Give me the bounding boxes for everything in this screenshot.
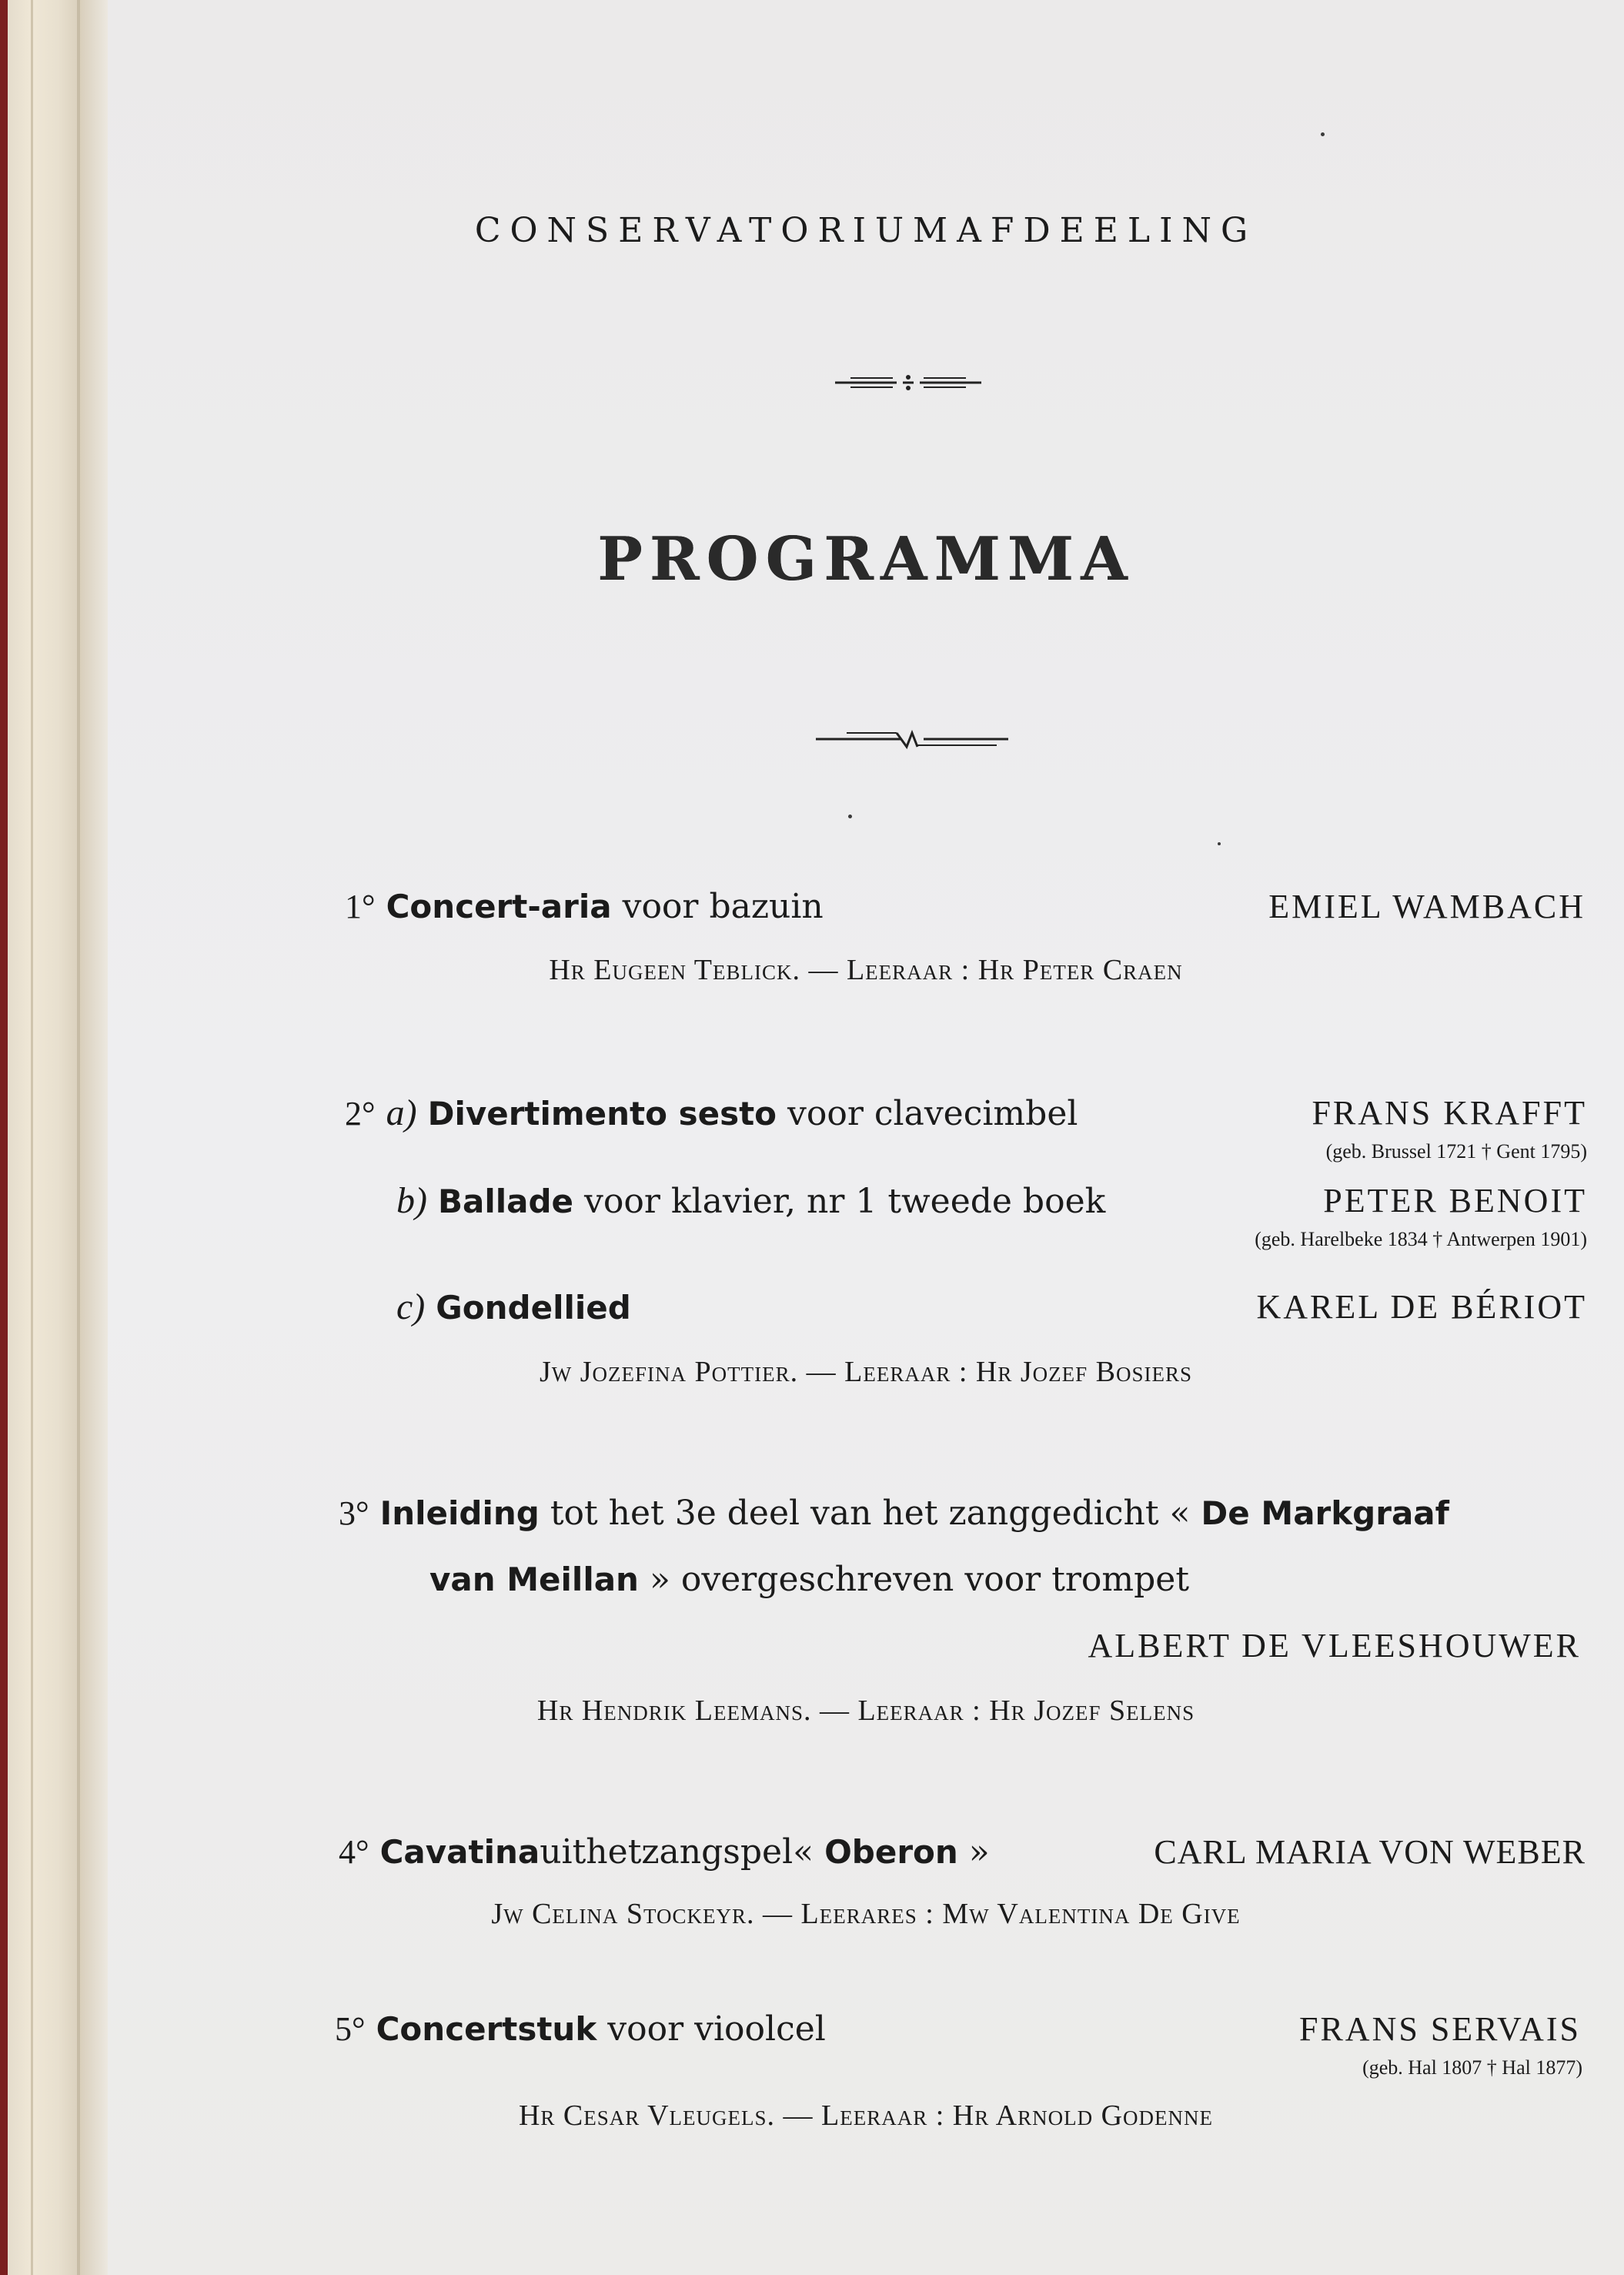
piece-title: Cavatina bbox=[379, 1833, 540, 1871]
piece-title: Divertimento sesto bbox=[427, 1095, 777, 1132]
piece-description: voor bazuin bbox=[611, 887, 824, 926]
section-header: CONSERVATORIUMAFDEELING bbox=[474, 211, 1258, 250]
composer-dates: (geb. Brussel 1721 † Gent 1795) bbox=[1325, 1140, 1587, 1163]
page-edge bbox=[31, 0, 33, 2275]
program-item-5 bbox=[335, 2008, 826, 2051]
book-spine bbox=[0, 0, 108, 2275]
piece-title: Oberon bbox=[824, 1833, 958, 1871]
piece-description: voor klavier, nr 1 tweede boek bbox=[573, 1182, 1106, 1221]
program-item-2b bbox=[396, 1179, 1105, 1223]
piece-description: voor clavecimbel bbox=[777, 1094, 1078, 1133]
performers-line: Hr Hendrik Leemans. — Leeraar : Hr Jozef Selens bbox=[536, 1695, 1195, 1727]
program-page bbox=[108, 0, 1624, 2275]
item-number: 1° bbox=[345, 888, 376, 925]
program-item-4 bbox=[339, 1831, 990, 1874]
program-item-2a bbox=[345, 1092, 1078, 1136]
piece-title: Inleiding bbox=[379, 1494, 540, 1532]
composer-dates: (geb. Hal 1807 † Hal 1877) bbox=[1362, 2056, 1582, 2079]
piece-title: van Meillan bbox=[429, 1561, 639, 1598]
part-letter: a) bbox=[386, 1092, 417, 1133]
composer-name: ALBERT DE VLEESHOUWER bbox=[1088, 1627, 1581, 1664]
paper-speck bbox=[848, 815, 852, 818]
piece-title: Concertstuk bbox=[376, 2010, 597, 2048]
part-letter: c) bbox=[396, 1286, 426, 1327]
composer-name: EMIEL WAMBACH bbox=[1268, 888, 1586, 925]
piece-description: » bbox=[957, 1832, 990, 1872]
piece-description: tot het 3e deel van het zanggedicht « bbox=[539, 1494, 1201, 1533]
performers-line: Jw Celina Stockeyr. — Leerares : Mw Valentina De Give bbox=[491, 1898, 1241, 1930]
paper-speck bbox=[1321, 132, 1325, 136]
page-title: PROGRAMMA bbox=[597, 524, 1134, 594]
program-item-3-line2 bbox=[429, 1558, 1189, 1601]
item-number: 2° bbox=[345, 1095, 376, 1132]
piece-title: De Markgraaf bbox=[1201, 1494, 1449, 1532]
piece-description: » overgeschreven voor trompet bbox=[638, 1560, 1190, 1599]
program-item-2c bbox=[396, 1286, 631, 1330]
piece-title: Gondellied bbox=[436, 1289, 631, 1327]
page-edge bbox=[77, 0, 80, 2275]
performers-line: Jw Jozefina Pottier. — Leeraar : Hr Jozef Bosiers bbox=[539, 1356, 1193, 1388]
piece-title: Ballade bbox=[437, 1183, 574, 1220]
composer-name: PETER BENOIT bbox=[1323, 1182, 1587, 1219]
ornament-divider-icon bbox=[816, 724, 1008, 754]
composer-dates: (geb. Harelbeke 1834 † Antwerpen 1901) bbox=[1255, 1228, 1587, 1250]
performers-line: Hr Eugeen Teblick. — Leeraar : Hr Peter Craen bbox=[549, 954, 1183, 986]
item-number: 4° bbox=[339, 1833, 369, 1871]
item-number: 3° bbox=[339, 1494, 369, 1532]
piece-title: Concert-aria bbox=[386, 888, 612, 925]
program-item-3 bbox=[339, 1492, 1449, 1535]
composer-name: FRANS KRAFFT bbox=[1312, 1094, 1587, 1132]
part-letter: b) bbox=[396, 1180, 427, 1221]
paper-speck bbox=[1218, 842, 1221, 845]
piece-description: voor vioolcel bbox=[596, 2009, 826, 2049]
program-item-1 bbox=[345, 885, 824, 928]
performers-line: Hr Cesar Vleugels. — Leeraar : Hr Arnold Godenne bbox=[518, 2099, 1214, 2132]
ornament-divider-icon bbox=[835, 371, 981, 394]
composer-name: FRANS SERVAIS bbox=[1298, 2010, 1581, 2048]
composer-name: KAREL DE BÉRIOT bbox=[1256, 1288, 1587, 1326]
item-number: 5° bbox=[335, 2010, 366, 2048]
composer-name: CARL MARIA VON WEBER bbox=[1154, 1833, 1586, 1871]
piece-description: uithetzangspel« bbox=[540, 1832, 825, 1872]
